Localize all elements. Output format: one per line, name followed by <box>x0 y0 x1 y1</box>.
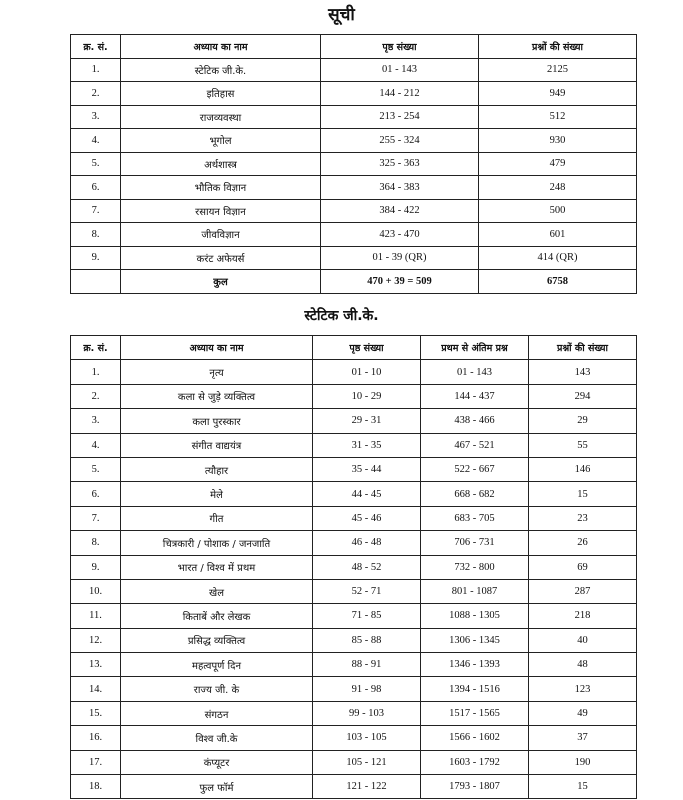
chapter-name-cell: राज्य जी. के <box>121 677 313 701</box>
serial-cell: 4. <box>71 129 121 153</box>
page-range-cell: 364 - 383 <box>321 176 479 200</box>
chapter-name-cell: फुल फॉर्म <box>121 775 313 799</box>
chapter-name-cell: गीत <box>121 506 313 530</box>
chapter-name-cell: अर्थशास्त्र <box>121 152 321 176</box>
table-row <box>71 223 637 247</box>
serial-cell: 15. <box>71 701 121 725</box>
question-range-cell: 522 - 667 <box>421 457 529 481</box>
chapter-name-cell: रसायन विज्ञान <box>121 199 321 223</box>
table-row <box>71 246 637 270</box>
total-pages: 470 + 39 = 509 <box>321 270 479 294</box>
table-row <box>71 775 637 799</box>
question-range-cell: 1346 - 1393 <box>421 653 529 677</box>
question-range-cell: 683 - 705 <box>421 506 529 530</box>
chapter-name-cell: भूगोल <box>121 129 321 153</box>
question-count-cell: 48 <box>529 653 637 677</box>
page-range-cell: 01 - 39 (QR) <box>321 246 479 270</box>
question-range-cell: 467 - 521 <box>421 433 529 457</box>
page-range-cell: 35 - 44 <box>313 457 421 481</box>
question-count-cell: 248 <box>479 176 637 200</box>
chapter-name-cell: कंप्यूटर <box>121 750 313 774</box>
question-count-cell: 512 <box>479 105 637 129</box>
page-range-cell: 144 - 212 <box>321 82 479 106</box>
question-range-cell: 668 - 682 <box>421 482 529 506</box>
table-row <box>71 579 637 603</box>
question-range-cell: 1394 - 1516 <box>421 677 529 701</box>
header-question-count: प्रश्नों की संख्या <box>479 35 637 59</box>
question-count-cell: 69 <box>529 555 637 579</box>
table-row <box>71 360 637 384</box>
serial-cell: 9. <box>71 246 121 270</box>
question-count-cell: 37 <box>529 726 637 750</box>
serial-cell: 5. <box>71 457 121 481</box>
question-count-cell: 23 <box>529 506 637 530</box>
header-question-count: प्रश्नों की संख्या <box>529 336 637 360</box>
question-count-cell: 601 <box>479 223 637 247</box>
serial-cell: 17. <box>71 750 121 774</box>
chapter-name-cell: कला पुरस्कार <box>121 409 313 433</box>
chapter-name-cell: महत्वपूर्ण दिन <box>121 653 313 677</box>
static-gk-title: स्टेटिक जी.के. <box>304 308 379 324</box>
chapter-name-cell: संगीत वाद्ययंत्र <box>121 433 313 457</box>
question-count-cell: 500 <box>479 199 637 223</box>
serial-cell: 13. <box>71 653 121 677</box>
chapter-name-cell: इतिहास <box>121 82 321 106</box>
question-count-cell: 479 <box>479 152 637 176</box>
chapter-name-cell: संगठन <box>121 701 313 725</box>
chapter-name-cell: जीवविज्ञान <box>121 223 321 247</box>
page-range-cell: 31 - 35 <box>313 433 421 457</box>
question-range-cell: 144 - 437 <box>421 384 529 408</box>
page-range-cell: 103 - 105 <box>313 726 421 750</box>
chapter-name-cell: मेले <box>121 482 313 506</box>
chapter-name-cell: कला से जुड़े व्यक्तित्व <box>121 384 313 408</box>
question-count-cell: 2125 <box>479 58 637 82</box>
serial-cell: 6. <box>71 482 121 506</box>
header-serial: क्र. सं. <box>71 336 121 360</box>
table-row <box>71 129 637 153</box>
serial-cell: 4. <box>71 433 121 457</box>
question-count-cell: 26 <box>529 531 637 555</box>
chapter-name-cell: भौतिक विज्ञान <box>121 176 321 200</box>
header-page-range: पृष्ठ संख्या <box>313 336 421 360</box>
serial-cell: 11. <box>71 604 121 628</box>
page-range-cell: 52 - 71 <box>313 579 421 603</box>
page-range-cell: 01 - 143 <box>321 58 479 82</box>
page-range-cell: 121 - 122 <box>313 775 421 799</box>
table-row <box>71 653 637 677</box>
chapter-name-cell: भारत / विश्व में प्रथम <box>121 555 313 579</box>
chapter-name-cell: करंट अफेयर्स <box>121 246 321 270</box>
table-row <box>71 409 637 433</box>
index-table <box>70 34 637 294</box>
page-range-cell: 85 - 88 <box>313 628 421 652</box>
serial-cell: 9. <box>71 555 121 579</box>
question-count-cell: 414 (QR) <box>479 246 637 270</box>
question-range-cell: 1306 - 1345 <box>421 628 529 652</box>
chapter-name-cell: खेल <box>121 579 313 603</box>
serial-cell: 5. <box>71 152 121 176</box>
question-count-cell: 55 <box>529 433 637 457</box>
header-question-range: प्रथम से अंतिम प्रश्न <box>421 336 529 360</box>
chapter-name-cell: स्टेटिक जी.के. <box>121 58 321 82</box>
table-row <box>71 457 637 481</box>
question-count-cell: 15 <box>529 482 637 506</box>
question-count-cell: 40 <box>529 628 637 652</box>
table-row <box>71 199 637 223</box>
table-row <box>71 506 637 530</box>
table-row <box>71 482 637 506</box>
serial-cell: 8. <box>71 223 121 247</box>
serial-cell: 14. <box>71 677 121 701</box>
chapter-name-cell: राजव्यवस्था <box>121 105 321 129</box>
page-range-cell: 44 - 45 <box>313 482 421 506</box>
header-chapter-name: अध्याय का नाम <box>121 336 313 360</box>
page-range-cell: 71 - 85 <box>313 604 421 628</box>
header-page-range: पृष्ठ संख्या <box>321 35 479 59</box>
chapter-name-cell: चित्रकारी / पोशाक / जनजाति <box>121 531 313 555</box>
total-serial-cell <box>71 270 121 294</box>
serial-cell: 8. <box>71 531 121 555</box>
page-range-cell: 29 - 31 <box>313 409 421 433</box>
total-label: कुल <box>121 270 321 294</box>
table-row <box>71 628 637 652</box>
question-count-cell: 143 <box>529 360 637 384</box>
page-range-cell: 91 - 98 <box>313 677 421 701</box>
total-row <box>71 270 637 294</box>
question-range-cell: 438 - 466 <box>421 409 529 433</box>
question-range-cell: 801 - 1087 <box>421 579 529 603</box>
question-range-cell: 1793 - 1807 <box>421 775 529 799</box>
question-count-cell: 294 <box>529 384 637 408</box>
chapter-name-cell: किताबें और लेखक <box>121 604 313 628</box>
serial-cell: 2. <box>71 82 121 106</box>
table-header-row <box>71 35 637 59</box>
page-range-cell: 423 - 470 <box>321 223 479 247</box>
page-range-cell: 325 - 363 <box>321 152 479 176</box>
header-serial: क्र. सं. <box>71 35 121 59</box>
table-row <box>71 604 637 628</box>
chapter-name-cell: नृत्य <box>121 360 313 384</box>
question-count-cell: 15 <box>529 775 637 799</box>
page-range-cell: 384 - 422 <box>321 199 479 223</box>
page-range-cell: 99 - 103 <box>313 701 421 725</box>
question-count-cell: 29 <box>529 409 637 433</box>
table-row <box>71 531 637 555</box>
header-chapter-name: अध्याय का नाम <box>121 35 321 59</box>
total-questions: 6758 <box>479 270 637 294</box>
serial-cell: 3. <box>71 105 121 129</box>
page-range-cell: 88 - 91 <box>313 653 421 677</box>
question-count-cell: 49 <box>529 701 637 725</box>
serial-cell: 7. <box>71 506 121 530</box>
serial-cell: 18. <box>71 775 121 799</box>
question-range-cell: 1603 - 1792 <box>421 750 529 774</box>
serial-cell: 10. <box>71 579 121 603</box>
serial-cell: 7. <box>71 199 121 223</box>
page-range-cell: 10 - 29 <box>313 384 421 408</box>
static-gk-table <box>70 335 637 799</box>
table-row <box>71 105 637 129</box>
question-count-cell: 146 <box>529 457 637 481</box>
serial-cell: 3. <box>71 409 121 433</box>
question-range-cell: 1566 - 1602 <box>421 726 529 750</box>
serial-cell: 16. <box>71 726 121 750</box>
table-row <box>71 176 637 200</box>
table-header-row <box>71 336 637 360</box>
page-range-cell: 105 - 121 <box>313 750 421 774</box>
table-row <box>71 82 637 106</box>
chapter-name-cell: प्रसिद्ध व्यक्तित्व <box>121 628 313 652</box>
index-title: सूची <box>328 5 355 25</box>
table-row <box>71 726 637 750</box>
question-count-cell: 190 <box>529 750 637 774</box>
question-count-cell: 930 <box>479 129 637 153</box>
serial-cell: 12. <box>71 628 121 652</box>
table-row <box>71 384 637 408</box>
serial-cell: 1. <box>71 360 121 384</box>
table-row <box>71 701 637 725</box>
question-range-cell: 706 - 731 <box>421 531 529 555</box>
question-range-cell: 01 - 143 <box>421 360 529 384</box>
serial-cell: 6. <box>71 176 121 200</box>
serial-cell: 1. <box>71 58 121 82</box>
chapter-name-cell: विश्व जी.के <box>121 726 313 750</box>
table-row <box>71 433 637 457</box>
question-count-cell: 949 <box>479 82 637 106</box>
table-row <box>71 750 637 774</box>
page-range-cell: 01 - 10 <box>313 360 421 384</box>
question-count-cell: 218 <box>529 604 637 628</box>
table-row <box>71 555 637 579</box>
serial-cell: 2. <box>71 384 121 408</box>
table-row <box>71 58 637 82</box>
table-row <box>71 677 637 701</box>
question-count-cell: 287 <box>529 579 637 603</box>
page-range-cell: 213 - 254 <box>321 105 479 129</box>
page-range-cell: 255 - 324 <box>321 129 479 153</box>
question-range-cell: 732 - 800 <box>421 555 529 579</box>
question-range-cell: 1088 - 1305 <box>421 604 529 628</box>
table-row <box>71 152 637 176</box>
page-range-cell: 46 - 48 <box>313 531 421 555</box>
page-range-cell: 45 - 46 <box>313 506 421 530</box>
chapter-name-cell: त्यौहार <box>121 457 313 481</box>
question-count-cell: 123 <box>529 677 637 701</box>
question-range-cell: 1517 - 1565 <box>421 701 529 725</box>
page-range-cell: 48 - 52 <box>313 555 421 579</box>
